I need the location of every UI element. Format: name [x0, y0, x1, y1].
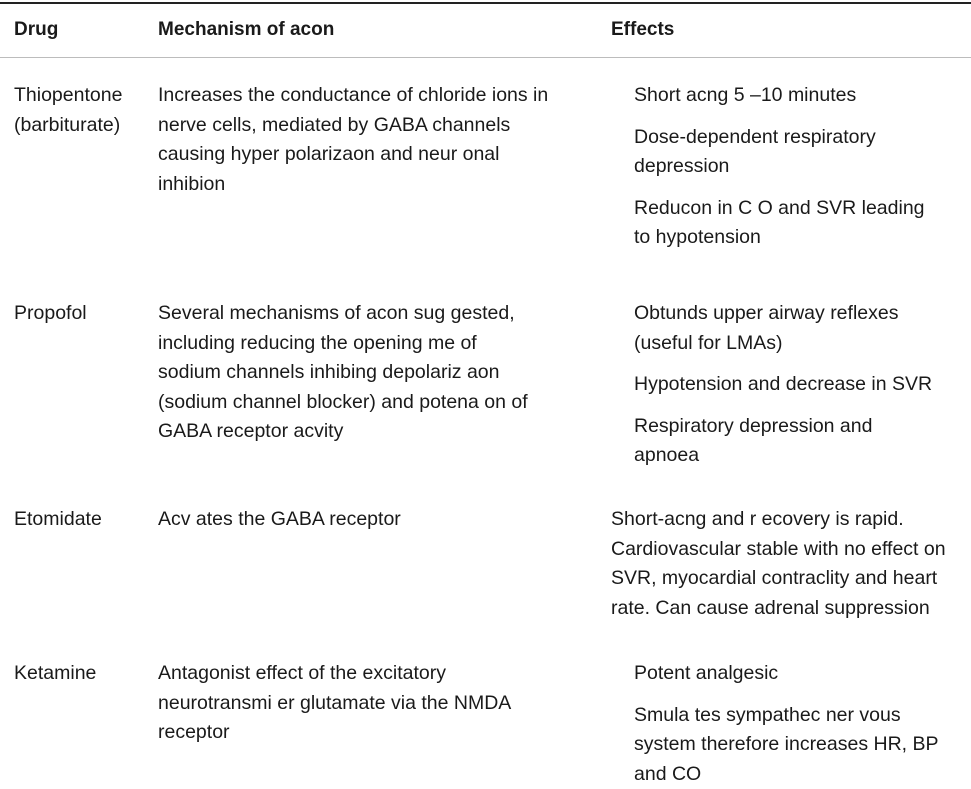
effect-line: (useful for LMAs)	[634, 329, 971, 359]
row-etomidate-drug	[14, 505, 102, 535]
mechanism-line: (sodium channel blocker) and potena on of	[158, 388, 528, 418]
mechanism-line: including reducing the opening me of	[158, 329, 528, 359]
mechanism-line: nerve cells, mediated by GABA channels	[158, 111, 548, 141]
row-thiopentone-effects	[634, 81, 971, 265]
effect-line: to hypotension	[634, 223, 971, 253]
row-propofol-mechanism	[158, 299, 528, 447]
row-ketamine-mechanism	[158, 659, 511, 748]
effect-line: depression	[634, 152, 971, 182]
row-thiopentone-drug	[14, 81, 122, 140]
drug-line: Propofol	[14, 299, 87, 329]
mechanism-line: inhibion	[158, 170, 548, 200]
effect-line: Smula tes sympathec ner vous	[634, 701, 971, 731]
mechanism-line: Antagonist effect of the excitatory	[158, 659, 511, 689]
header-drug: Drug	[14, 19, 58, 41]
header-effects: Effects	[611, 19, 674, 41]
mechanism-line: neurotransmi er glutamate via the NMDA	[158, 689, 511, 719]
mechanism-line: Acv ates the GABA receptor	[158, 505, 401, 535]
effect-line: Respiratory depression and	[634, 412, 971, 442]
effect-item	[634, 299, 971, 358]
drug-line: Etomidate	[14, 505, 102, 535]
effect-line: Obtunds upper airway reflexes	[634, 299, 971, 329]
drug-line: Ketamine	[14, 659, 96, 689]
effect-line: SVR, myocardial contraclity and heart	[611, 564, 971, 594]
mechanism-line: sodium channels inhibing depolariz aon	[158, 358, 528, 388]
mechanism-line: causing hyper polarizaon and neur onal	[158, 140, 548, 170]
effect-line: Reducon in C O and SVR leading	[634, 194, 971, 224]
effect-line: Cardiovascular stable with no effect on	[611, 535, 971, 565]
effect-line: and CO	[634, 760, 971, 789]
table-top-rule	[0, 2, 971, 4]
effect-line: apnoea	[634, 441, 971, 471]
effect-line: Hypotension and decrease in SVR	[634, 370, 971, 400]
effect-item	[634, 659, 971, 689]
effect-line: Short acng 5 –10 minutes	[634, 81, 971, 111]
header-rule	[0, 57, 971, 58]
effect-item	[634, 194, 971, 253]
effect-line: system therefore increases HR, BP	[634, 730, 971, 760]
mechanism-line: receptor	[158, 718, 511, 748]
effect-line: Dose-dependent respiratory	[634, 123, 971, 153]
mechanism-line: Several mechanisms of acon sug gested,	[158, 299, 528, 329]
effect-line: Potent analgesic	[634, 659, 971, 689]
drug-line: Thiopentone	[14, 81, 122, 111]
row-propofol-drug	[14, 299, 87, 329]
row-thiopentone-mechanism	[158, 81, 548, 199]
mechanism-line: Increases the conductance of chloride ions in	[158, 81, 548, 111]
effect-item	[634, 701, 971, 789]
header-mechanism: Mechanism of acon	[158, 19, 334, 41]
effect-item	[634, 123, 971, 182]
effect-item	[634, 81, 971, 111]
row-propofol-effects	[634, 299, 971, 483]
effect-line: rate. Can cause adrenal suppression	[611, 594, 971, 624]
mechanism-line: GABA receptor acvity	[158, 417, 528, 447]
row-ketamine-effects	[634, 659, 971, 773]
row-ketamine-drug	[14, 659, 96, 689]
row-etomidate-mechanism	[158, 505, 401, 535]
effect-item	[634, 412, 971, 471]
effect-line: Short-acng and r ecovery is rapid.	[611, 505, 971, 535]
effect-item	[634, 370, 971, 400]
drug-line: (barbiturate)	[14, 111, 122, 141]
row-etomidate-effects	[611, 505, 971, 623]
